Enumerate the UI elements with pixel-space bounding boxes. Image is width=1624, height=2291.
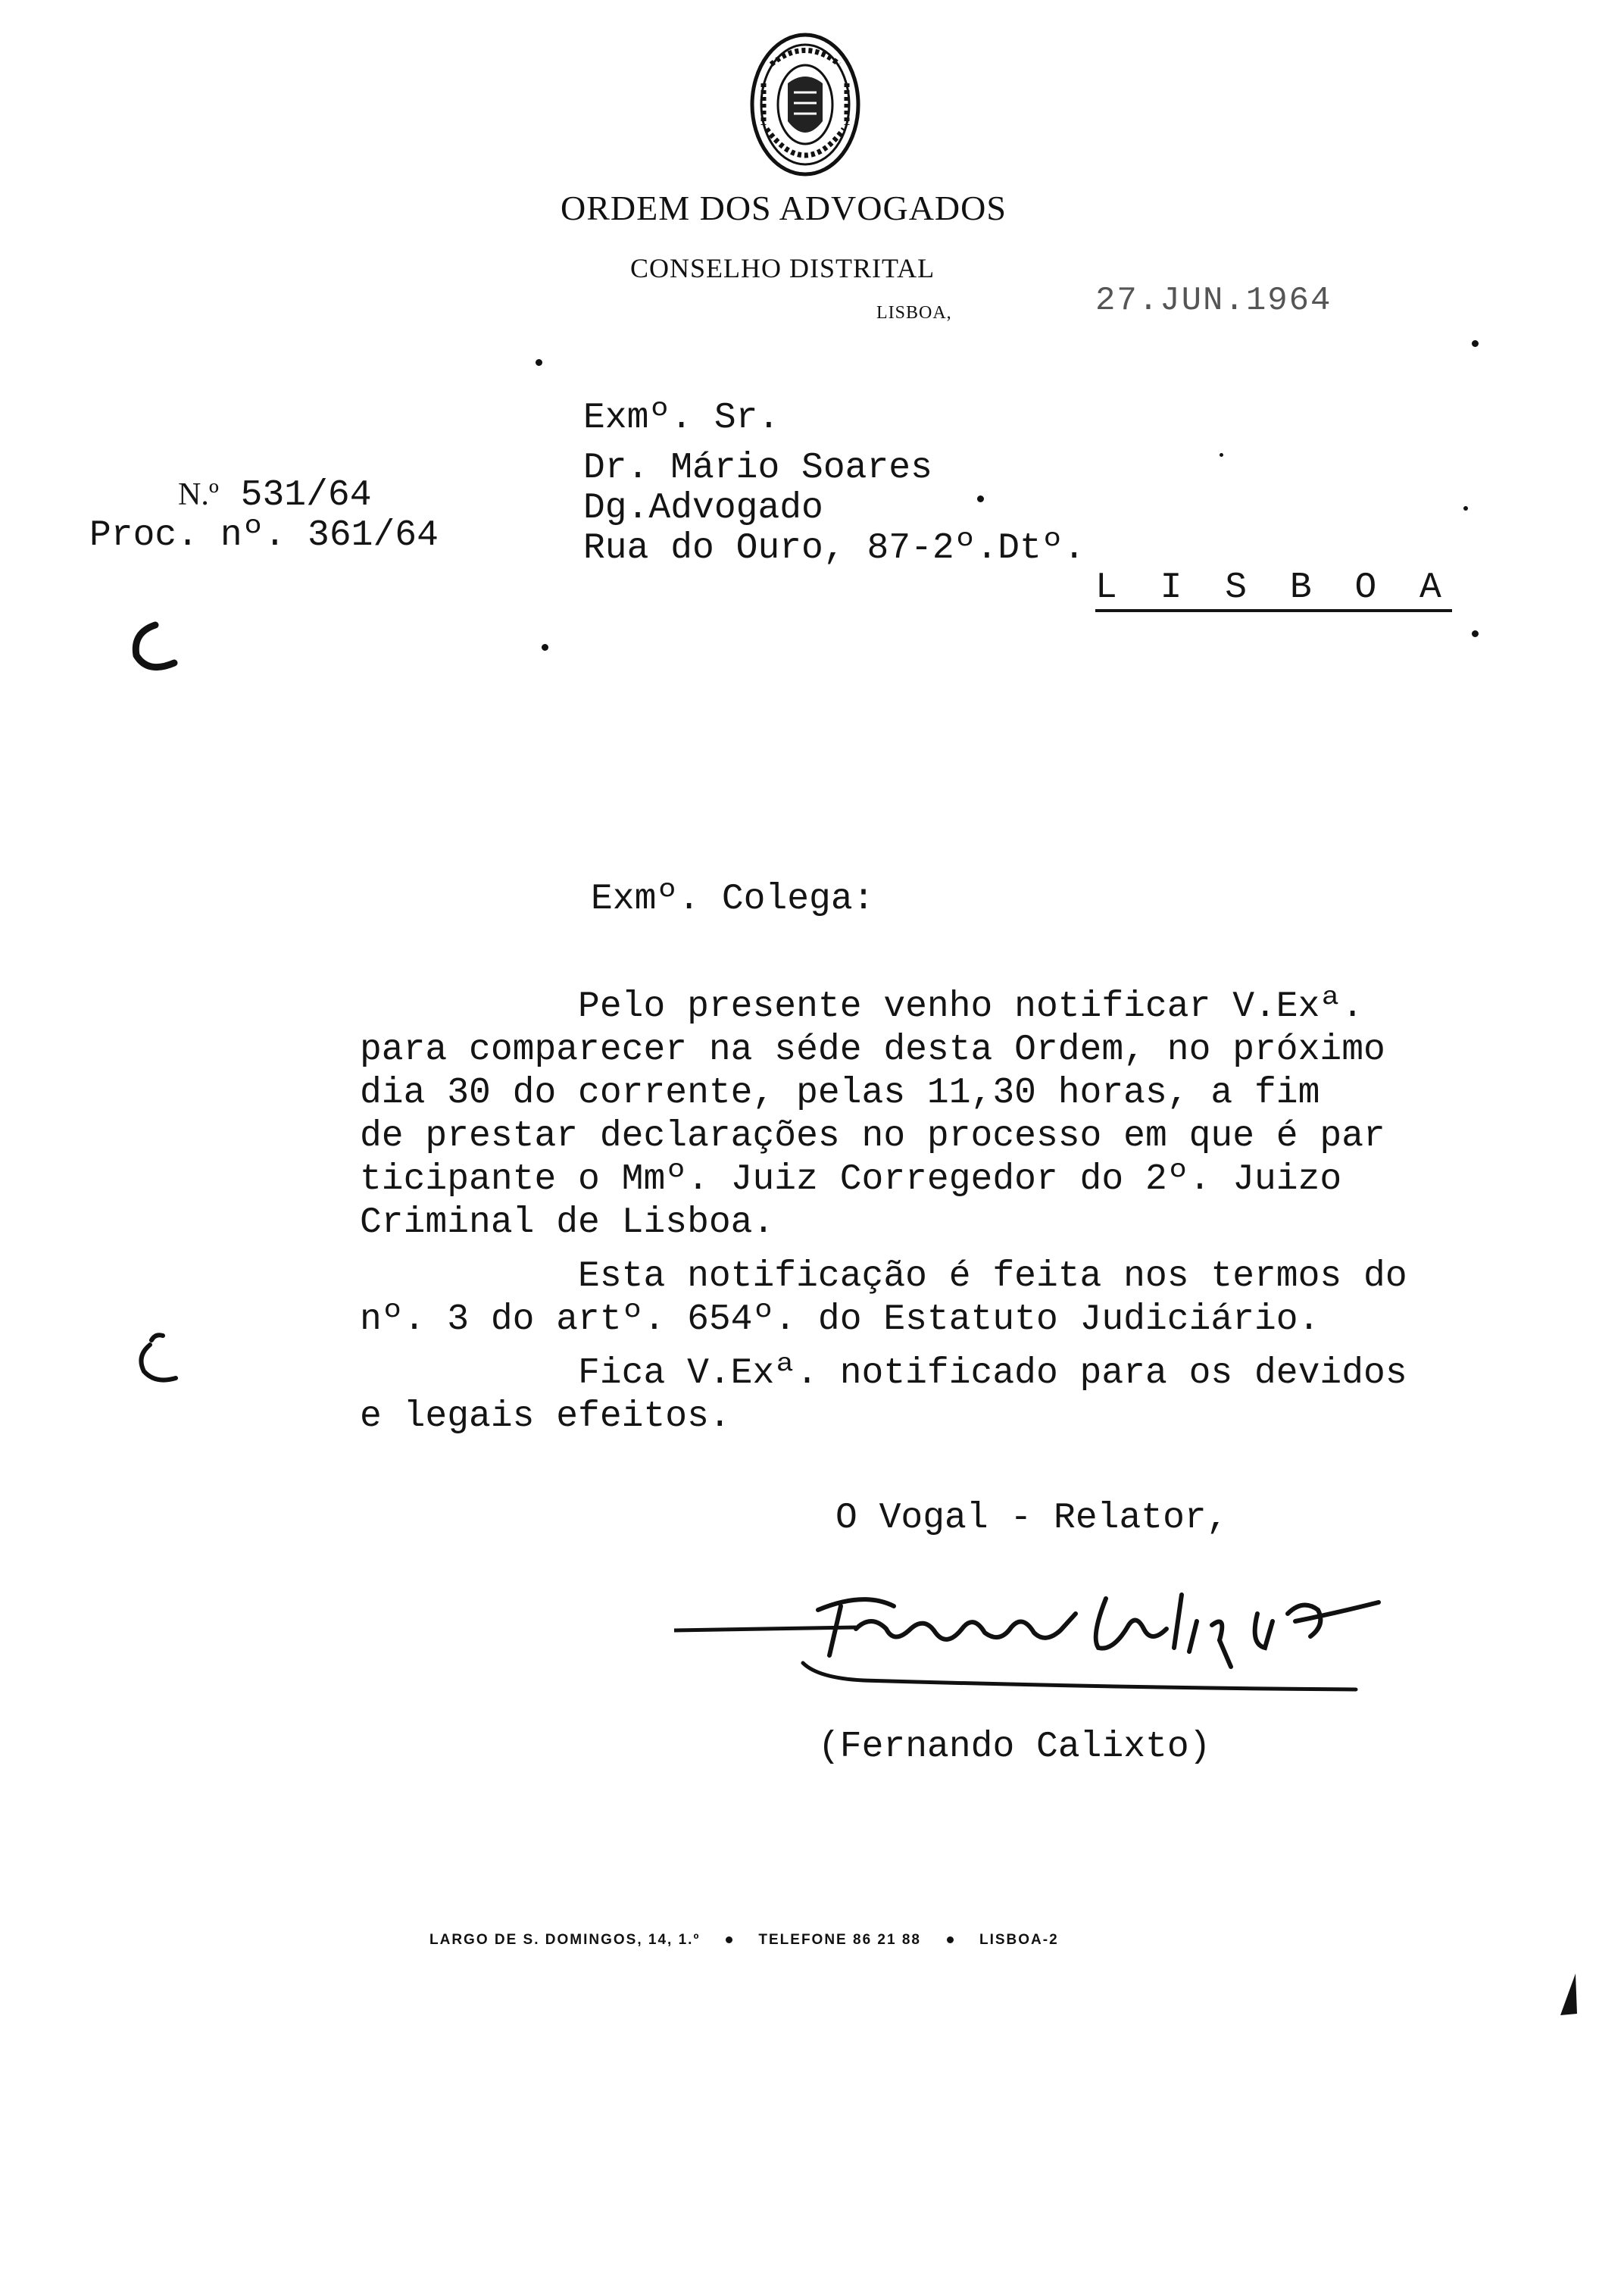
body-line: Criminal de Lisboa. bbox=[360, 1202, 775, 1243]
recipient-city: L I S B O A bbox=[1095, 570, 1452, 612]
footer-city: LISBOA-2 bbox=[979, 1932, 1059, 1948]
stray-dot bbox=[542, 644, 548, 651]
body-line: Pelo presente venho notificar V.Exª. bbox=[360, 986, 1364, 1027]
letterhead-footer bbox=[429, 1932, 1059, 1949]
closing-role: O Vogal - Relator, bbox=[835, 1498, 1229, 1539]
organization-name: ORDEM DOS ADVOGADOS bbox=[561, 189, 1007, 227]
signer-name: (Fernando Calixto) bbox=[818, 1727, 1211, 1767]
body-line: dia 30 do corrente, pelas 11,30 horas, a fim bbox=[360, 1073, 1320, 1114]
footer-telephone: TELEFONE 86 21 88 bbox=[758, 1932, 921, 1948]
recipient-address: Rua do Ouro, 87-2º.Dtº. bbox=[583, 528, 1085, 569]
reference-number bbox=[178, 477, 372, 514]
seal-logo bbox=[748, 30, 862, 179]
reference-number-label: N.º bbox=[178, 477, 219, 512]
council-name: CONSELHO DISTRITAL bbox=[630, 253, 935, 283]
body-line: nº. 3 do artº. 654º. do Estatuto Judiciário. bbox=[360, 1299, 1320, 1340]
recipient-salutation: Exmº. Sr. bbox=[583, 398, 780, 439]
stray-dot bbox=[1472, 630, 1479, 637]
footer-address: LARGO DE S. DOMINGOS, 14, 1.º bbox=[429, 1932, 701, 1948]
edge-mark bbox=[1553, 1970, 1583, 2023]
punch-mark bbox=[125, 617, 186, 678]
stray-dot bbox=[1472, 340, 1479, 347]
punch-mark bbox=[129, 1330, 189, 1390]
stray-dot bbox=[1220, 453, 1223, 457]
stray-dot bbox=[977, 495, 984, 502]
stray-dot bbox=[1463, 506, 1468, 511]
body-line: ticipante o Mmº. Juiz Corregedor do 2º. Juizo bbox=[360, 1159, 1342, 1200]
reference-number-value: 531/64 bbox=[240, 475, 372, 516]
letter-salutation: Exmº. Colega: bbox=[591, 879, 875, 920]
body-line: Fica V.Exª. notificado para os devidos bbox=[360, 1353, 1407, 1394]
recipient-name: Dr. Mário Soares bbox=[583, 448, 932, 489]
footer-separator bbox=[726, 1936, 732, 1943]
process-number: Proc. nº. 361/64 bbox=[89, 515, 439, 556]
footer-separator bbox=[947, 1936, 954, 1943]
body-line: Esta notificação é feita nos termos do bbox=[360, 1256, 1407, 1297]
stray-dot bbox=[536, 359, 542, 366]
body-line: para comparecer na séde desta Ordem, no próximo bbox=[360, 1030, 1385, 1070]
body-line: e legais efeitos. bbox=[360, 1396, 731, 1437]
handwritten-signature bbox=[667, 1568, 1394, 1705]
recipient-role: Dg.Advogado bbox=[583, 488, 823, 529]
date-stamp: 27.JUN.1964 bbox=[1095, 282, 1332, 320]
letterhead-city: LISBOA, bbox=[876, 303, 952, 323]
body-line: de prestar declarações no processo em que é par bbox=[360, 1116, 1385, 1157]
